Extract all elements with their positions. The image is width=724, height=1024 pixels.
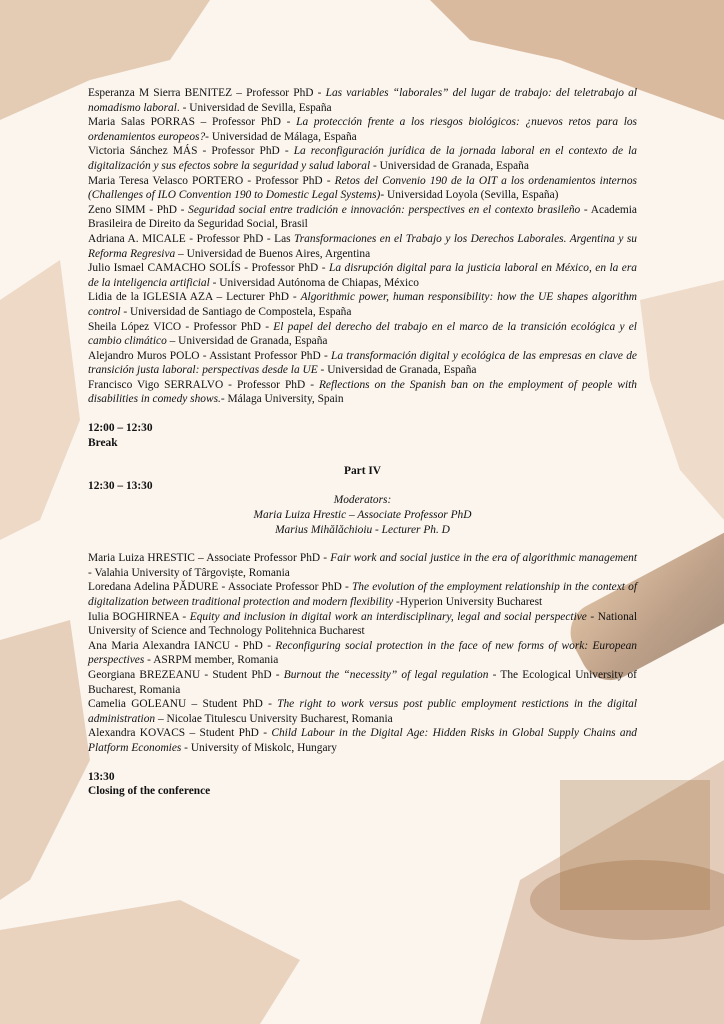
speaker-entry bbox=[88, 144, 637, 173]
speaker-entry bbox=[88, 261, 637, 290]
talk-title: La protección frente a los riesgos biológicos: ¿nuevos retos para los ordenamientos europeos? bbox=[88, 116, 637, 143]
speaker-name: Esperanza M Sierra BENITEZ bbox=[88, 87, 233, 99]
separator: – bbox=[232, 87, 247, 99]
closing-label: Closing of the conference bbox=[88, 785, 211, 798]
institution: University of Miskolc, Hungary bbox=[190, 741, 337, 754]
speaker-entry bbox=[88, 115, 637, 144]
separator: - bbox=[279, 145, 294, 158]
institution: Universidad de Málaga, España bbox=[211, 130, 357, 143]
separator: – bbox=[186, 698, 203, 711]
separator: - bbox=[488, 668, 501, 681]
institution: Valahia University of Târgoviște, Romania bbox=[94, 566, 290, 579]
speaker-entry bbox=[88, 349, 637, 378]
separator: - bbox=[218, 581, 228, 594]
separator: - bbox=[144, 654, 154, 667]
institution: Academia Brasileira de Direito da Seguridad Social, Brasil bbox=[88, 203, 637, 231]
separator: - bbox=[205, 130, 212, 143]
speaker-role: Professor PhD bbox=[211, 145, 280, 158]
part4-heading: Part IV bbox=[343, 465, 381, 478]
separator: - bbox=[220, 393, 228, 406]
institution: National University of Science and Technology Politehnica Bucharest bbox=[88, 610, 637, 638]
speaker-role: Professor PhD bbox=[236, 378, 306, 391]
talk-title: Fair work and social justice in the era of algorithmic management bbox=[330, 552, 638, 565]
talk-title: Seguridad social entre tradición e innovación: perspectives en el contexto brasileño bbox=[188, 203, 581, 216]
separator: - bbox=[145, 203, 157, 216]
separator: - bbox=[370, 159, 380, 172]
speaker-role: Professor PhD bbox=[251, 262, 319, 275]
speaker-entry bbox=[88, 610, 637, 639]
speaker-entry bbox=[88, 668, 637, 697]
talk-title: The evolution of the employment relationship in the context of digitalization between traditional protection and modern flexibility bbox=[88, 581, 637, 608]
speaker-name: Georgiana BREZEANU bbox=[88, 668, 201, 681]
speaker-name: Loredana Adelina PĂDURE bbox=[88, 581, 219, 594]
speaker-role: PhD bbox=[242, 639, 263, 652]
separator: – bbox=[194, 552, 207, 565]
speaker-name: Maria Luiza HRESTIC bbox=[88, 552, 195, 565]
separator: - bbox=[181, 741, 191, 754]
speaker-entry bbox=[88, 232, 637, 261]
separator: - bbox=[586, 610, 598, 623]
separator: - bbox=[223, 378, 237, 391]
separator: - bbox=[262, 639, 276, 652]
speaker-entry bbox=[88, 320, 637, 349]
separator: - bbox=[341, 581, 352, 594]
speaker-name: Alejandro Muros POLO bbox=[88, 349, 200, 362]
separator: - bbox=[230, 639, 243, 652]
speaker-role: Student PhD bbox=[199, 727, 259, 740]
speaker-entry bbox=[88, 551, 637, 580]
separator: - bbox=[181, 320, 194, 333]
separator: - bbox=[318, 262, 330, 275]
separator: - Las bbox=[263, 232, 295, 245]
part4-session-list bbox=[88, 551, 637, 755]
speaker-role: Professor PhD bbox=[196, 232, 264, 245]
speaker-role: Professor PhD bbox=[193, 320, 261, 333]
break-time: 12:00 – 12:30 bbox=[88, 422, 153, 435]
speaker-entry bbox=[88, 378, 637, 407]
speaker-entry bbox=[88, 697, 637, 726]
speaker-entry bbox=[88, 174, 637, 203]
separator: - bbox=[200, 668, 213, 681]
separator: - bbox=[120, 305, 130, 318]
talk-title: La transformación digital y ecológica de las empresas en clave de transición justa laboral: perspectivas desde la UE bbox=[88, 349, 637, 377]
separator: - bbox=[313, 87, 326, 99]
speaker-name: Zeno SIMM bbox=[88, 203, 146, 216]
separator: - bbox=[243, 174, 256, 187]
separator: - bbox=[88, 566, 95, 579]
separator: - bbox=[380, 189, 387, 202]
moderator-1: Maria Luiza Hrestic – Associate Professor PhD bbox=[253, 509, 472, 522]
separator: - bbox=[178, 610, 190, 623]
separator: - bbox=[280, 116, 297, 129]
talk-title: Child Labour in the Digital Age: Hidden Risks in Global Supply Chains and Platform Economies bbox=[88, 727, 637, 754]
program-page bbox=[88, 86, 637, 799]
speaker-name: Iulia BOGHIRNEA bbox=[88, 610, 179, 623]
speaker-name: Adriana A. MICALE bbox=[88, 232, 186, 245]
speaker-role: Associate Professor PhD bbox=[206, 552, 321, 565]
separator: - bbox=[393, 596, 400, 608]
speaker-name: Sheila López VICO bbox=[88, 320, 182, 333]
institution: Universidad de Sevilla, España bbox=[189, 101, 332, 114]
separator: . - bbox=[176, 101, 190, 114]
speaker-name: Julio Ismael CAMACHO SOLÍS bbox=[88, 262, 241, 275]
part4-time: 12:30 – 13:30 bbox=[88, 479, 153, 492]
talk-title: Burnout the “necessity” of legal regulation bbox=[283, 668, 489, 681]
separator: - bbox=[240, 262, 252, 275]
separator: – bbox=[194, 116, 212, 129]
talk-title: El papel del derecho del trabajo en el marco de la transición ecológica y el cambio climático bbox=[88, 320, 637, 348]
institution: ASRPM member, Romania bbox=[153, 654, 279, 667]
institution: Hyperion University Bucharest bbox=[399, 596, 543, 608]
speaker-name: Ana Maria Alexandra IANCU bbox=[88, 639, 231, 652]
speaker-entry bbox=[88, 203, 637, 232]
separator: - bbox=[320, 552, 331, 565]
institution: Universidad Loyola (Sevilla, España) bbox=[386, 189, 559, 202]
talk-title: Reflections on the Spanish ban on the employment of people with disabilities in comedy shows. bbox=[88, 378, 637, 406]
speaker-role: Associate Professor PhD bbox=[227, 581, 342, 594]
institution: Universidad Autónoma de Chiapas, México bbox=[219, 276, 419, 289]
separator: - bbox=[199, 349, 210, 362]
separator: - bbox=[185, 232, 197, 245]
speaker-name: Francisco Vigo SERRALVO bbox=[88, 378, 224, 391]
moderator-2: Marius Mihălăchioiu - Lecturer Ph. D bbox=[275, 523, 450, 536]
separator: - bbox=[320, 349, 332, 362]
talk-title: La disrupción digital para la justicia laboral en México, en la era de la inteligencia artificial bbox=[88, 262, 637, 289]
institution: Universidad de Buenos Aires, Argentina bbox=[186, 247, 371, 260]
institution: Universidad de Santiago de Compostela, España bbox=[129, 305, 352, 318]
speaker-name: Alexandra KOVACS bbox=[88, 727, 186, 740]
part3-session-list bbox=[88, 86, 637, 407]
separator: - bbox=[317, 364, 328, 377]
separator: - bbox=[271, 668, 284, 681]
speaker-name: Lidia de la IGLESIA AZA bbox=[88, 291, 213, 304]
talk-title: Transformaciones en el Trabajo y los Derechos Laborales. Argentina y su Reforma Regresiva bbox=[88, 232, 637, 260]
speaker-role: Student PhD bbox=[212, 668, 272, 681]
institution: Nicolae Titulescu University Bucharest, Romania bbox=[166, 712, 393, 725]
institution: Universidad de Granada, España bbox=[178, 335, 328, 348]
talk-title: Equity and inclusion in digital work an interdisciplinary, legal and social perspective bbox=[189, 610, 587, 623]
break-label: Break bbox=[88, 436, 118, 449]
closing-time: 13:30 bbox=[88, 770, 115, 783]
separator: - bbox=[209, 276, 220, 289]
speaker-name: Maria Salas PORRAS bbox=[88, 116, 195, 129]
talk-title: Las variables “laborales” del lugar de trabajo: del teletrabajo al nomadismo laboral bbox=[88, 87, 637, 114]
moderators-label: Moderators: bbox=[333, 494, 392, 507]
talk-title: The right to work versus post public employment restictions in the digital administration bbox=[88, 698, 637, 725]
separator: – bbox=[185, 727, 200, 740]
talk-title: La reconfiguración jurídica de la jornada laboral en el contexto de la digitalización y sus efectos sobre la seguridad y salud laboral bbox=[88, 145, 637, 172]
institution: Málaga University, Spain bbox=[227, 393, 344, 406]
speaker-role: Student PhD bbox=[202, 698, 263, 711]
separator: - bbox=[262, 698, 278, 711]
talk-title: Reconfiguring social protection in the face of new forms of work: European perspectives bbox=[88, 639, 637, 667]
speaker-entry bbox=[88, 726, 637, 755]
speaker-entry bbox=[88, 290, 637, 319]
separator: - bbox=[288, 291, 301, 304]
speaker-role: Professor PhD bbox=[211, 116, 281, 129]
speaker-role: Assistant Professor PhD bbox=[209, 349, 321, 362]
separator: - bbox=[580, 203, 591, 216]
speaker-entry bbox=[88, 86, 637, 115]
institution: Universidad de Granada, España bbox=[379, 159, 529, 172]
separator: - bbox=[305, 378, 319, 391]
speaker-role: Professor PhD bbox=[246, 87, 314, 99]
speaker-role: PhD bbox=[156, 203, 177, 216]
separator: – bbox=[166, 335, 179, 348]
separator: - bbox=[260, 320, 274, 333]
separator: - bbox=[176, 203, 189, 216]
speaker-role: Lecturer PhD bbox=[226, 291, 289, 304]
institution: Universidad de Granada, España bbox=[327, 364, 477, 377]
talk-title: Retos del Convenio 190 de la OIT a los ordenamientos internos (Challenges of ILO Convention 190 to Domestic Legal Systems) bbox=[88, 174, 637, 202]
speaker-entry bbox=[88, 580, 637, 609]
separator: - bbox=[322, 174, 335, 187]
separator: – bbox=[212, 291, 227, 304]
separator: – bbox=[175, 247, 187, 260]
separator: - bbox=[197, 145, 212, 158]
speaker-name: Maria Teresa Velasco PORTERO bbox=[88, 174, 244, 187]
separator: - bbox=[258, 727, 272, 740]
speaker-name: Camelia GOLEANU bbox=[88, 698, 187, 711]
talk-title: Algorithmic power, human responsibility: how the UE shapes algorithm control bbox=[88, 291, 637, 318]
speaker-name: Victoria Sánchez MÁS bbox=[88, 145, 198, 158]
separator: – bbox=[155, 712, 167, 725]
speaker-entry bbox=[88, 639, 637, 668]
institution: The Ecological University of Bucharest, Romania bbox=[88, 668, 637, 696]
speaker-role: Professor PhD bbox=[255, 174, 323, 187]
